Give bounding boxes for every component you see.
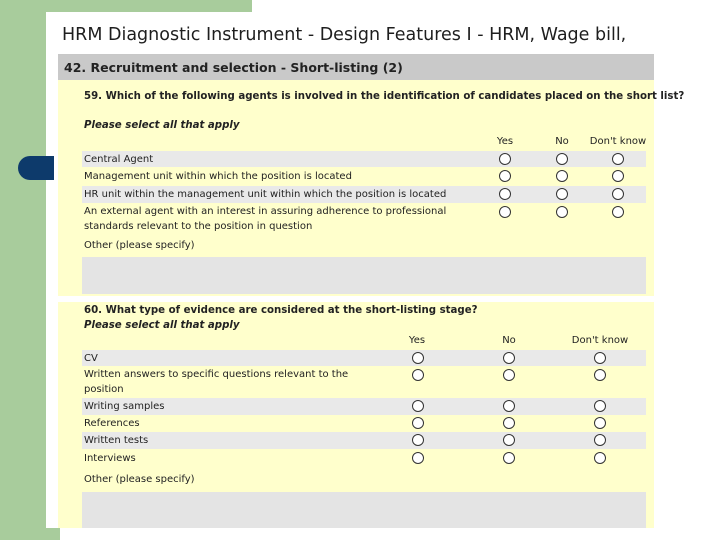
q60-cv-dont-know-radio[interactable] [594, 352, 606, 364]
q60-references-no-radio[interactable] [503, 417, 515, 429]
q60-written-tests-no-radio[interactable] [503, 434, 515, 446]
q60-written-answers-dont-know-radio[interactable] [594, 369, 606, 381]
q59-central-agent-no-radio[interactable] [556, 153, 568, 165]
q59-row-hr-unit [82, 186, 646, 203]
q59-column-no: No [555, 136, 569, 147]
q60-row-written-tests [82, 432, 646, 449]
q59-hr-unit-no-radio[interactable] [556, 188, 568, 200]
question-panel [58, 80, 685, 528]
question-60-instruction: Please select all that apply [84, 320, 240, 331]
q60-column-no: No [502, 335, 516, 346]
q60-row-label: Interviews [84, 453, 136, 464]
q59-row-management-unit [82, 168, 646, 185]
q59-hr-unit-dont-know-radio[interactable] [612, 188, 624, 200]
q59-column-dont-know: Don't know [589, 136, 647, 147]
q60-column-dont-know: Don't know [571, 335, 629, 346]
q59-external-agent-dont-know-radio[interactable] [612, 206, 624, 218]
q59-row-label: Central Agent [84, 154, 154, 165]
q60-written-answers-no-radio[interactable] [503, 369, 515, 381]
q60-cv-no-radio[interactable] [503, 352, 515, 364]
q60-references-dont-know-radio[interactable] [594, 417, 606, 429]
q59-column-yes: Yes [496, 136, 514, 147]
q60-references-yes-radio[interactable] [412, 417, 424, 429]
q59-management-unit-no-radio[interactable] [556, 170, 568, 182]
q60-row-cv [82, 350, 646, 366]
q60-row-written-answers [82, 366, 646, 398]
q60-row-label: References [84, 418, 140, 429]
q60-cv-yes-radio[interactable] [412, 352, 424, 364]
form-screenshot [46, 12, 685, 528]
q59-row-label-line-1: An external agent with an interest in assuring adherence to professional [84, 206, 447, 217]
q59-central-agent-yes-radio[interactable] [499, 153, 511, 165]
q60-writing-samples-yes-radio[interactable] [412, 400, 424, 412]
q59-hr-unit-yes-radio[interactable] [499, 188, 511, 200]
slide-top-stripe [60, 0, 252, 12]
q60-row-label: CV [84, 353, 98, 364]
q60-interviews-yes-radio[interactable] [412, 452, 424, 464]
q60-row-references [82, 415, 646, 432]
q59-row-label: HR unit within the management unit within which the position is located [84, 189, 447, 200]
q60-row-interviews [82, 450, 646, 467]
q60-row-label-line-2: position [84, 384, 124, 395]
q60-column-yes: Yes [408, 335, 426, 346]
question-59-instruction: Please select all that apply [84, 120, 240, 131]
section-title: 42. Recruitment and selection - Short-listing (2) [64, 60, 403, 75]
q60-other-specify-field[interactable] [82, 492, 646, 528]
q59-row-label: Management unit within which the position is located [84, 171, 352, 182]
question-60-text: 60. What type of evidence are considered at the short-listing stage? [84, 305, 478, 316]
q60-written-tests-yes-radio[interactable] [412, 434, 424, 446]
q60-written-answers-yes-radio[interactable] [412, 369, 424, 381]
q59-management-unit-dont-know-radio[interactable] [612, 170, 624, 182]
window-title-bar [58, 20, 654, 55]
q59-row-external-agent [82, 203, 646, 235]
question-59-text: 59. Which of the following agents is involved in the identification of candidates placed on the short list? [84, 91, 685, 102]
window-title: HRM Diagnostic Instrument - Design Features I - HRM, Wage bill, [62, 25, 627, 45]
q60-interviews-dont-know-radio[interactable] [594, 452, 606, 464]
q59-row-label-line-2: standards relevant to the position in question [84, 221, 313, 232]
q59-other-specify-field[interactable] [82, 257, 646, 294]
q59-external-agent-yes-radio[interactable] [499, 206, 511, 218]
q60-writing-samples-dont-know-radio[interactable] [594, 400, 606, 412]
q59-management-unit-yes-radio[interactable] [499, 170, 511, 182]
q60-row-writing-samples [82, 398, 646, 415]
section-header [58, 55, 654, 80]
q59-other-label: Other (please specify) [84, 240, 195, 251]
q60-written-tests-dont-know-radio[interactable] [594, 434, 606, 446]
q60-row-label-line-1: Written answers to specific questions relevant to the [84, 369, 349, 380]
slide-bullet-tab [18, 156, 54, 180]
q59-central-agent-dont-know-radio[interactable] [612, 153, 624, 165]
q60-row-label: Written tests [84, 435, 149, 446]
q60-row-label: Writing samples [84, 401, 165, 412]
q59-external-agent-no-radio[interactable] [556, 206, 568, 218]
q60-other-label: Other (please specify) [84, 474, 195, 485]
q60-writing-samples-no-radio[interactable] [503, 400, 515, 412]
q60-interviews-no-radio[interactable] [503, 452, 515, 464]
question-divider [58, 296, 654, 302]
q59-row-central-agent [82, 151, 646, 167]
